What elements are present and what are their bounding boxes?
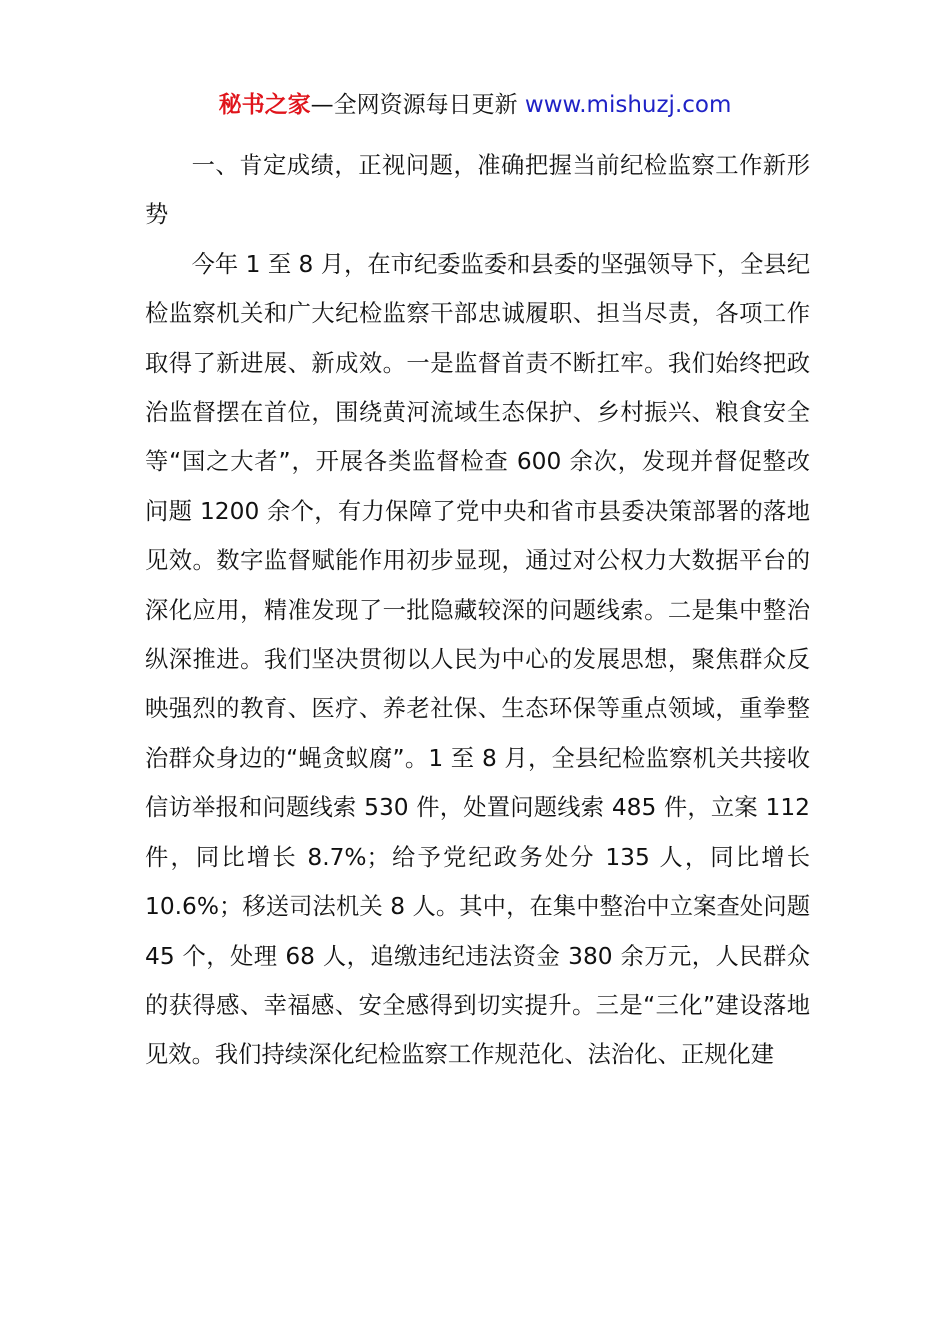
section-heading: 一、肯定成绩，正视问题，准确把握当前纪检监察工作新形势 (145, 152, 810, 229)
site-name: 秘书之家 (218, 92, 311, 118)
header-tagline: —全网资源每日更新 (310, 92, 518, 118)
page-header (0, 88, 950, 122)
body-paragraph: 今年 1 至 8 月，在市纪委监委和县委的坚强领导下，全县纪检监察机关和广大纪检监察干部忠诚履职、担当尽责，各项工作取得了新进展、新成效。一是监督首责不断扛牢。我们始终把政治监督摆在首位，围绕黄河流域生态保护、乡村振兴、粮食安全等“国之大者”，开展各类监督检查 600 余次，发现并督促整改问题 1200 余个，有力保障了党中央和省市县委决策部署的落地见效。数字监督赋能作用初步显现，通过对公权力大数据平台的深化应用，精准发现了一批隐藏较深的问题线索。二是集中整治纵深推进。我们坚决贯彻以人民为中心的发展思想，聚焦群众反映强烈的教育、医疗、养老社保、生态环保等重点领域，重拳整治群众身边的“蝇贪蚁腐”。1 至 8 月，全县纪检监察机关共接收信访举报和问题线索 530 件，处置问题线索 485 件，立案 112 件，同比增长 8.7%；给予党纪政务处分 135 人，同比增长 10.6%；移送司法机关 8 人。其中，在集中整治中立案查处问题 45 个，处理 68 人，追缴违纪违法资金 380 余万元，人民群众的获得感、幸福感、安全感得到切实提升。三是“三化”建设落地见效。我们持续深化纪检监察工作规范化、法治化、正规化建 (145, 250, 810, 1069)
site-url-link[interactable]: www.mishuzj.com (524, 92, 732, 118)
document-body (145, 141, 810, 1080)
